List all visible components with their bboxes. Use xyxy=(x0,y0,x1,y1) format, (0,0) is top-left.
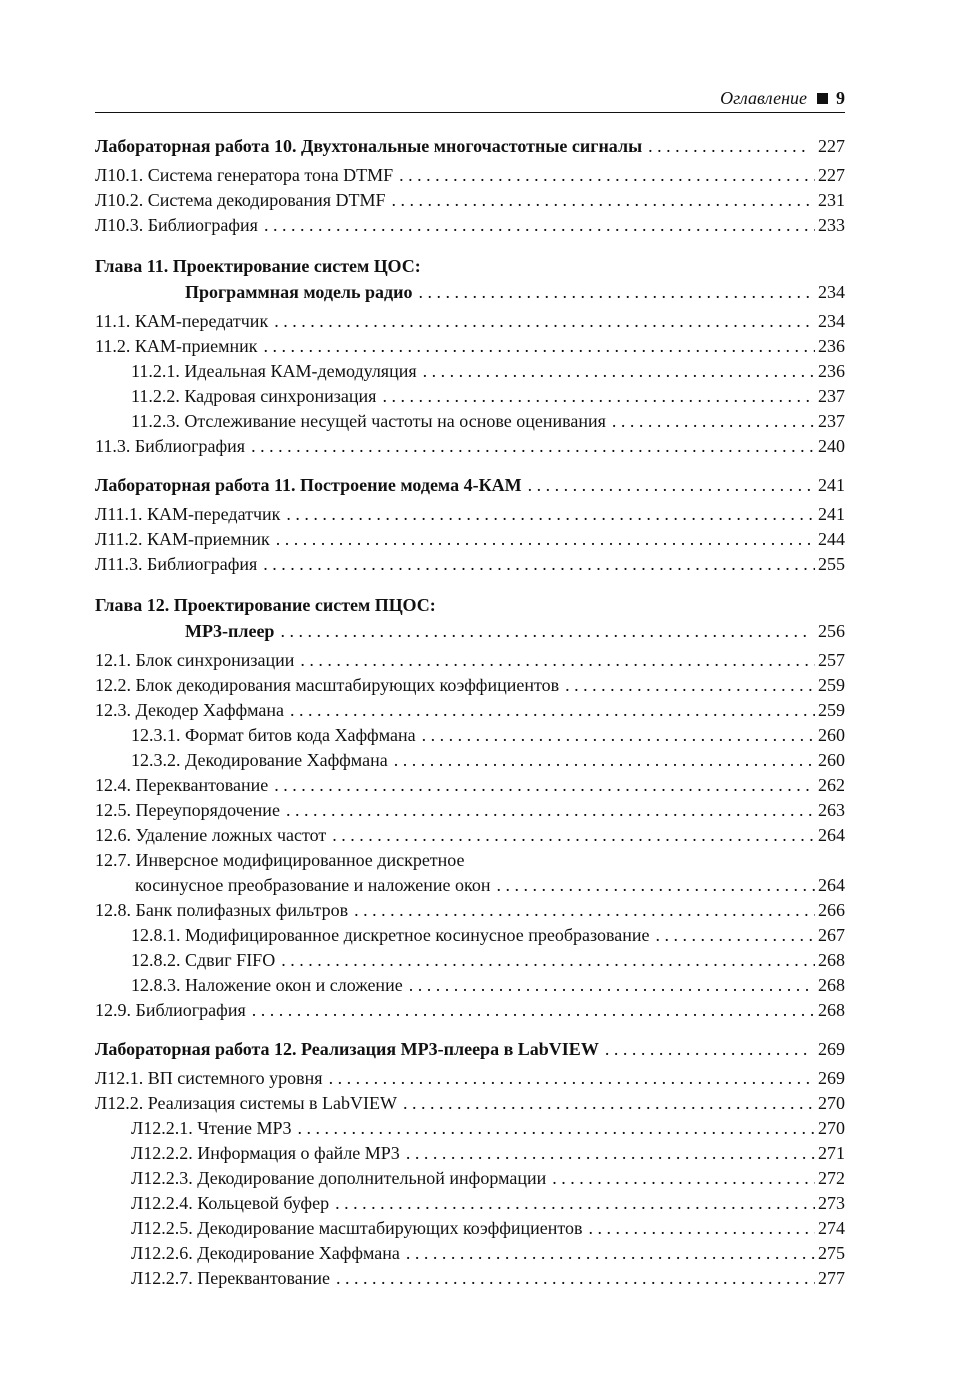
toc-entry-11-1[interactable] xyxy=(95,309,845,334)
toc-entry-12-3-1[interactable] xyxy=(95,723,845,748)
toc-entry-page: 240 xyxy=(818,436,845,456)
leader-dots xyxy=(655,923,815,948)
leader-dots xyxy=(329,1066,815,1091)
toc-entry-l11-3[interactable] xyxy=(95,552,845,577)
leader-dots xyxy=(274,773,815,798)
toc-entry-title: MP3-плеер xyxy=(185,621,275,641)
toc-entry-l10-3[interactable] xyxy=(95,213,845,238)
toc-entry-11-2-2[interactable] xyxy=(95,384,845,409)
toc-entry-12-1[interactable] xyxy=(95,648,845,673)
toc-entry-page: 268 xyxy=(818,975,845,995)
toc-entry-12-8-1[interactable] xyxy=(95,923,845,948)
leader-dots xyxy=(281,948,815,973)
toc-entry-title: Л12.2.6. Декодирование Хаффмана xyxy=(131,1243,400,1263)
toc-entry-title: 12.2. Блок декодирования масштабирующих коэффициентов xyxy=(95,675,560,695)
leader-dots xyxy=(648,134,810,159)
toc-entry-l11-2[interactable] xyxy=(95,527,845,552)
toc-entry-title: Л12.2. Реализация системы в LabVIEW xyxy=(95,1093,398,1113)
leader-dots xyxy=(409,973,815,998)
toc-entry-title: 11.1. КАМ-передатчик xyxy=(95,311,269,331)
leader-dots xyxy=(612,409,815,434)
toc-entry-title: 12.8. Банк полифазных фильтров xyxy=(95,900,349,920)
toc-entry-title: Программная модель радио xyxy=(185,282,413,302)
toc-entry-l10-1[interactable] xyxy=(95,163,845,188)
toc-entry-12-2[interactable] xyxy=(95,673,845,698)
toc-entry-11-2[interactable] xyxy=(95,334,845,359)
toc-entry-page: 268 xyxy=(818,950,845,970)
toc-entry-l12-2-1[interactable] xyxy=(95,1116,845,1141)
toc-entry-page: 234 xyxy=(818,311,845,331)
toc-entry-title: 12.8.1. Модифицированное дискретное косинусное преобразование xyxy=(131,925,650,945)
leader-dots xyxy=(286,502,815,527)
toc-entry-l12-2-7[interactable] xyxy=(95,1266,845,1291)
leader-dots xyxy=(264,334,816,359)
toc-chapter-12-line1[interactable]: Глава 12. Проектирование систем ПЦОС: xyxy=(95,595,436,615)
toc-entry-title: Л12.2.4. Кольцевой буфер xyxy=(131,1193,330,1213)
leader-dots xyxy=(605,1037,810,1062)
table-of-contents xyxy=(95,134,845,1291)
header-title: Оглавление xyxy=(720,88,807,108)
leader-dots xyxy=(406,1241,815,1266)
toc-entry-title: 11.2.3. Отслеживание несущей частоты на основе оценивания xyxy=(131,411,606,431)
leader-dots xyxy=(252,998,815,1023)
toc-entry-11-2-3[interactable] xyxy=(95,409,845,434)
toc-entry-lab11[interactable] xyxy=(95,473,845,498)
toc-entry-title: 12.8.3. Наложение окон и сложение xyxy=(131,975,403,995)
toc-entry-lab10[interactable] xyxy=(95,134,845,159)
leader-dots xyxy=(382,384,815,409)
toc-entry-title: Л11.2. КАМ-приемник xyxy=(95,529,270,549)
toc-entry-12-5[interactable] xyxy=(95,798,845,823)
leader-dots xyxy=(423,359,815,384)
leader-dots xyxy=(280,619,810,644)
toc-entry-title: 11.2.1. Идеальная КАМ-демодуляция xyxy=(131,361,417,381)
toc-entry-page: 236 xyxy=(818,336,845,356)
toc-entry-12-8-3[interactable] xyxy=(95,973,845,998)
toc-entry-page: 270 xyxy=(818,1118,845,1138)
leader-dots xyxy=(274,309,815,334)
toc-entry-title: Л10.2. Система декодирования DTMF xyxy=(95,190,386,210)
toc-entry-page: 244 xyxy=(818,529,845,549)
leader-dots xyxy=(263,552,815,577)
running-header xyxy=(95,86,845,113)
toc-entry-title: Л11.3. Библиография xyxy=(95,554,258,574)
toc-entry-page: 260 xyxy=(818,725,845,745)
toc-entry-title: Л10.1. Система генератора тона DTMF xyxy=(95,165,394,185)
toc-entry-12-4[interactable] xyxy=(95,773,845,798)
toc-entry-title: Л12.2.7. Переквантование xyxy=(131,1268,330,1288)
toc-entry-title: 12.4. Переквантование xyxy=(95,775,269,795)
toc-entry-11-2-1[interactable] xyxy=(95,359,845,384)
toc-entry-l12-1[interactable] xyxy=(95,1066,845,1091)
toc-page xyxy=(95,0,845,1388)
toc-entry-page: 255 xyxy=(818,554,845,574)
toc-entry-12-3[interactable] xyxy=(95,698,845,723)
toc-entry-title: Л10.3. Библиография xyxy=(95,215,258,235)
toc-entry-page: 277 xyxy=(818,1268,845,1288)
leader-dots xyxy=(298,1116,815,1141)
leader-dots xyxy=(552,1166,815,1191)
toc-entry-title: 11.2.2. Кадровая синхронизация xyxy=(131,386,377,406)
square-bullet-icon xyxy=(817,93,828,104)
leader-dots xyxy=(264,213,815,238)
toc-entry-12-8[interactable] xyxy=(95,898,845,923)
toc-entry-page: 270 xyxy=(818,1093,845,1113)
toc-entry-12-3-2[interactable] xyxy=(95,748,845,773)
toc-entry-page: 264 xyxy=(818,825,845,845)
toc-entry-12-7-line1[interactable]: 12.7. Инверсное модифицированное дискретное xyxy=(95,850,465,870)
leader-dots xyxy=(399,163,815,188)
toc-entry-title: Лабораторная работа 12. Реализация MP3-плеера в LabVIEW xyxy=(95,1039,599,1059)
toc-entry-title: 12.9. Библиография xyxy=(95,1000,246,1020)
toc-entry-title: Л12.2.3. Декодирование дополнительной информации xyxy=(131,1168,547,1188)
leader-dots xyxy=(286,798,815,823)
toc-entry-page: 257 xyxy=(818,650,845,670)
toc-entry-11-3[interactable] xyxy=(95,434,845,459)
leader-dots xyxy=(394,748,815,773)
toc-entry-page: 262 xyxy=(818,775,845,795)
toc-entry-page: 268 xyxy=(818,1000,845,1020)
toc-entry-page: 260 xyxy=(818,750,845,770)
toc-entry-page: 231 xyxy=(818,190,845,210)
toc-entry-12-9[interactable] xyxy=(95,998,845,1023)
toc-entry-page: 275 xyxy=(818,1243,845,1263)
toc-entry-title: 11.2. КАМ-приемник xyxy=(95,336,258,356)
toc-entry-title: 12.8.2. Сдвиг FIFO xyxy=(131,950,276,970)
toc-chapter-11-line1[interactable]: Глава 11. Проектирование систем ЦОС: xyxy=(95,256,421,276)
toc-entry-title: 12.5. Переупорядочение xyxy=(95,800,280,820)
leader-dots xyxy=(589,1216,815,1241)
toc-entry-title: Л12.2.5. Декодирование масштабирующих коэффициентов xyxy=(131,1218,583,1238)
toc-entry-page: 264 xyxy=(818,875,845,895)
header-page-number: 9 xyxy=(836,88,845,108)
toc-entry-12-7[interactable] xyxy=(95,873,845,898)
leader-dots xyxy=(419,280,810,305)
toc-entry-page: 233 xyxy=(818,215,845,235)
leader-dots xyxy=(332,823,815,848)
toc-entry-page: 227 xyxy=(818,165,845,185)
leader-dots xyxy=(300,648,815,673)
toc-entry-page: 269 xyxy=(818,1039,845,1059)
leader-dots xyxy=(276,527,815,552)
toc-entry-l12-2-2[interactable] xyxy=(95,1141,845,1166)
toc-entry-page: 256 xyxy=(818,621,845,641)
leader-dots xyxy=(392,188,815,213)
toc-entry-page: 271 xyxy=(818,1143,845,1163)
leader-dots xyxy=(336,1266,815,1291)
toc-entry-l10-2[interactable] xyxy=(95,188,845,213)
toc-entry-l12-2-6[interactable] xyxy=(95,1241,845,1266)
toc-entry-page: 272 xyxy=(818,1168,845,1188)
toc-entry-l12-2-4[interactable] xyxy=(95,1191,845,1216)
toc-entry-page: 234 xyxy=(818,282,845,302)
toc-entry-12-8-2[interactable] xyxy=(95,948,845,973)
leader-dots xyxy=(335,1191,815,1216)
leader-dots xyxy=(403,1091,815,1116)
toc-chapter-11[interactable] xyxy=(95,280,845,305)
leader-dots xyxy=(406,1141,815,1166)
toc-entry-l11-1[interactable] xyxy=(95,502,845,527)
toc-entry-page: 259 xyxy=(818,675,845,695)
toc-entry-l12-2[interactable] xyxy=(95,1091,845,1116)
leader-dots xyxy=(422,723,815,748)
leader-dots xyxy=(354,898,815,923)
toc-entry-title: 12.3.1. Формат битов кода Хаффмана xyxy=(131,725,416,745)
toc-entry-title: 12.6. Удаление ложных частот xyxy=(95,825,327,845)
toc-entry-page: 227 xyxy=(818,136,845,156)
leader-dots xyxy=(290,698,815,723)
leader-dots xyxy=(528,473,810,498)
toc-entry-page: 236 xyxy=(818,361,845,381)
toc-chapter-12[interactable] xyxy=(95,619,845,644)
toc-entry-page: 259 xyxy=(818,700,845,720)
toc-entry-title: Л12.2.2. Информация о файле MP3 xyxy=(131,1143,400,1163)
toc-entry-page: 237 xyxy=(818,386,845,406)
toc-entry-page: 273 xyxy=(818,1193,845,1213)
toc-entry-title: косинусное преобразование и наложение окон xyxy=(135,875,491,895)
toc-entry-title: 12.3.2. Декодирование Хаффмана xyxy=(131,750,388,770)
toc-entry-page: 237 xyxy=(818,411,845,431)
toc-entry-page: 241 xyxy=(818,475,845,495)
toc-entry-l12-2-5[interactable] xyxy=(95,1216,845,1241)
leader-dots xyxy=(497,873,816,898)
toc-entry-page: 263 xyxy=(818,800,845,820)
toc-entry-page: 267 xyxy=(818,925,845,945)
toc-entry-title: Лабораторная работа 11. Построение модема 4-КАМ xyxy=(95,475,522,495)
toc-entry-title: 12.1. Блок синхронизации xyxy=(95,650,295,670)
toc-entry-title: Л12.1. ВП системного уровня xyxy=(95,1068,323,1088)
toc-entry-page: 266 xyxy=(818,900,845,920)
toc-entry-title: 11.3. Библиография xyxy=(95,436,246,456)
toc-entry-title: Л12.2.1. Чтение MP3 xyxy=(131,1118,292,1138)
toc-entry-page: 241 xyxy=(818,504,845,524)
toc-entry-page: 269 xyxy=(818,1068,845,1088)
toc-entry-page: 274 xyxy=(818,1218,845,1238)
leader-dots xyxy=(565,673,815,698)
leader-dots xyxy=(251,434,815,459)
toc-entry-lab12[interactable] xyxy=(95,1037,845,1062)
toc-entry-12-6[interactable] xyxy=(95,823,845,848)
toc-entry-l12-2-3[interactable] xyxy=(95,1166,845,1191)
toc-entry-title: Л11.1. КАМ-передатчик xyxy=(95,504,281,524)
toc-entry-title: 12.3. Декодер Хаффмана xyxy=(95,700,285,720)
toc-entry-title: Лабораторная работа 10. Двухтональные многочастотные сигналы xyxy=(95,136,643,156)
